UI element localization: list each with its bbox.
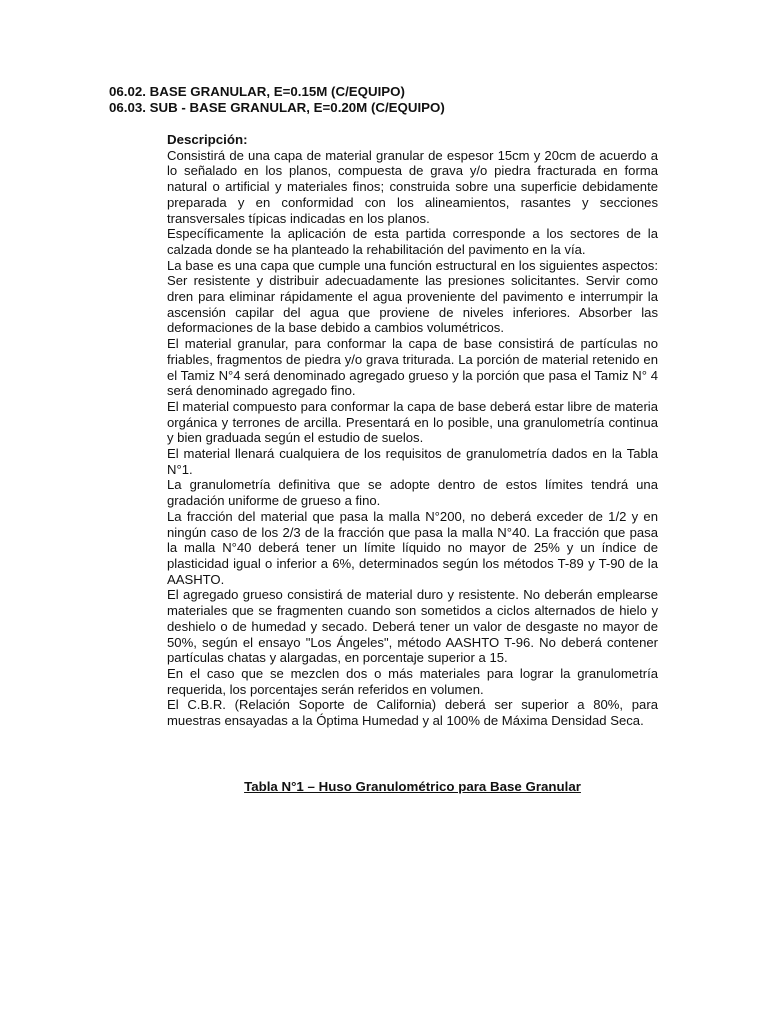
paragraph: La granulometría definitiva que se adopte dentro de estos límites tendrá una gradación uniforme de grueso a fino. xyxy=(167,477,658,509)
section-headings xyxy=(109,84,669,116)
paragraph: El material compuesto para conformar la capa de base deberá estar libre de materia orgánica y terrones de arcilla. Presentará en lo posible, una granulometría continua y bien graduada según el estudio de suelos. xyxy=(167,398,658,446)
paragraph: La base es una capa que cumple una función estructural en los siguientes aspectos: Ser resistente y distribuir adecuadamente las presiones solicitantes. Servir como dren para eliminar rápidamente el agua proveniente del pavimento e interrumpir la ascensión capilar del agua que proviene de niveles inferiores. Absorber las deformaciones de la base debido a cambios volumétricos. xyxy=(167,257,658,336)
section-heading-base-granular: 06.02. BASE GRANULAR, E=0.15M (C/EQUIPO) xyxy=(109,84,405,99)
paragraph: El C.B.R. (Relación Soporte de California) deberá ser superior a 80%, para muestras ensayadas a la Óptima Humedad y al 100% de Máxima Densidad Seca. xyxy=(167,697,658,729)
section-heading-sub-base-granular: 06.03. SUB - BASE GRANULAR, E=0.20M (C/EQUIPO) xyxy=(109,100,445,115)
paragraph: El material granular, para conformar la capa de base consistirá de partículas no friables, fragmentos de piedra y/o grava triturada. La porción de material retenido en el Tamiz N°4 será denominado agregado grueso y la porción que pasa el Tamiz N° 4 será denominado agregado fino. xyxy=(167,336,658,399)
paragraph: Consistirá de una capa de material granular de espesor 15cm y 20cm de acuerdo a lo señalado en los planos, compuesta de grava y/o piedra fracturada en forma natural o artificial y materiales finos; construida sobre una superficie debidamente preparada y en conformidad con los alineamientos, rasantes y secciones transversales típicas indicadas en los planos. xyxy=(167,147,658,226)
paragraph: El material llenará cualquiera de los requisitos de granulometría dados en la Tabla N°1. xyxy=(167,446,658,477)
paragraph: Específicamente la aplicación de esta partida corresponde a los sectores de la calzada donde se ha planteado la rehabilitación del pavimento en la vía. xyxy=(167,226,658,257)
paragraph: La fracción del material que pasa la malla N°200, no deberá exceder de 1/2 y en ningún caso de los 2/3 de la fracción que pasa la malla N°40. La fracción que pasa la malla N°40 deberá tener un límite líquido no mayor de 25% y un índice de plasticidad igual o inferior a 6%, determinados según los métodos T-89 y T-90 de la AASHTO. xyxy=(167,508,658,587)
description-section xyxy=(167,132,658,729)
paragraph: En el caso que se mezclen dos o más materiales para lograr la granulometría requerida, los porcentajes serán referidos en volumen. xyxy=(167,665,658,697)
description-title: Descripción: xyxy=(167,132,248,147)
table-caption: Tabla N°1 – Huso Granulométrico para Base Granular xyxy=(244,779,581,794)
paragraph: El agregado grueso consistirá de material duro y resistente. No deberán emplearse materiales que se fragmenten cuando son sometidos a ciclos alternados de hielo y deshielo o de humedad y secado. Deberá tener un valor de desgaste no mayor de 50%, según el ensayo "Los Ángeles", método AASHTO T-96. No deberá contener partículas chatas y alargadas, en porcentaje superior a 15. xyxy=(167,587,658,666)
